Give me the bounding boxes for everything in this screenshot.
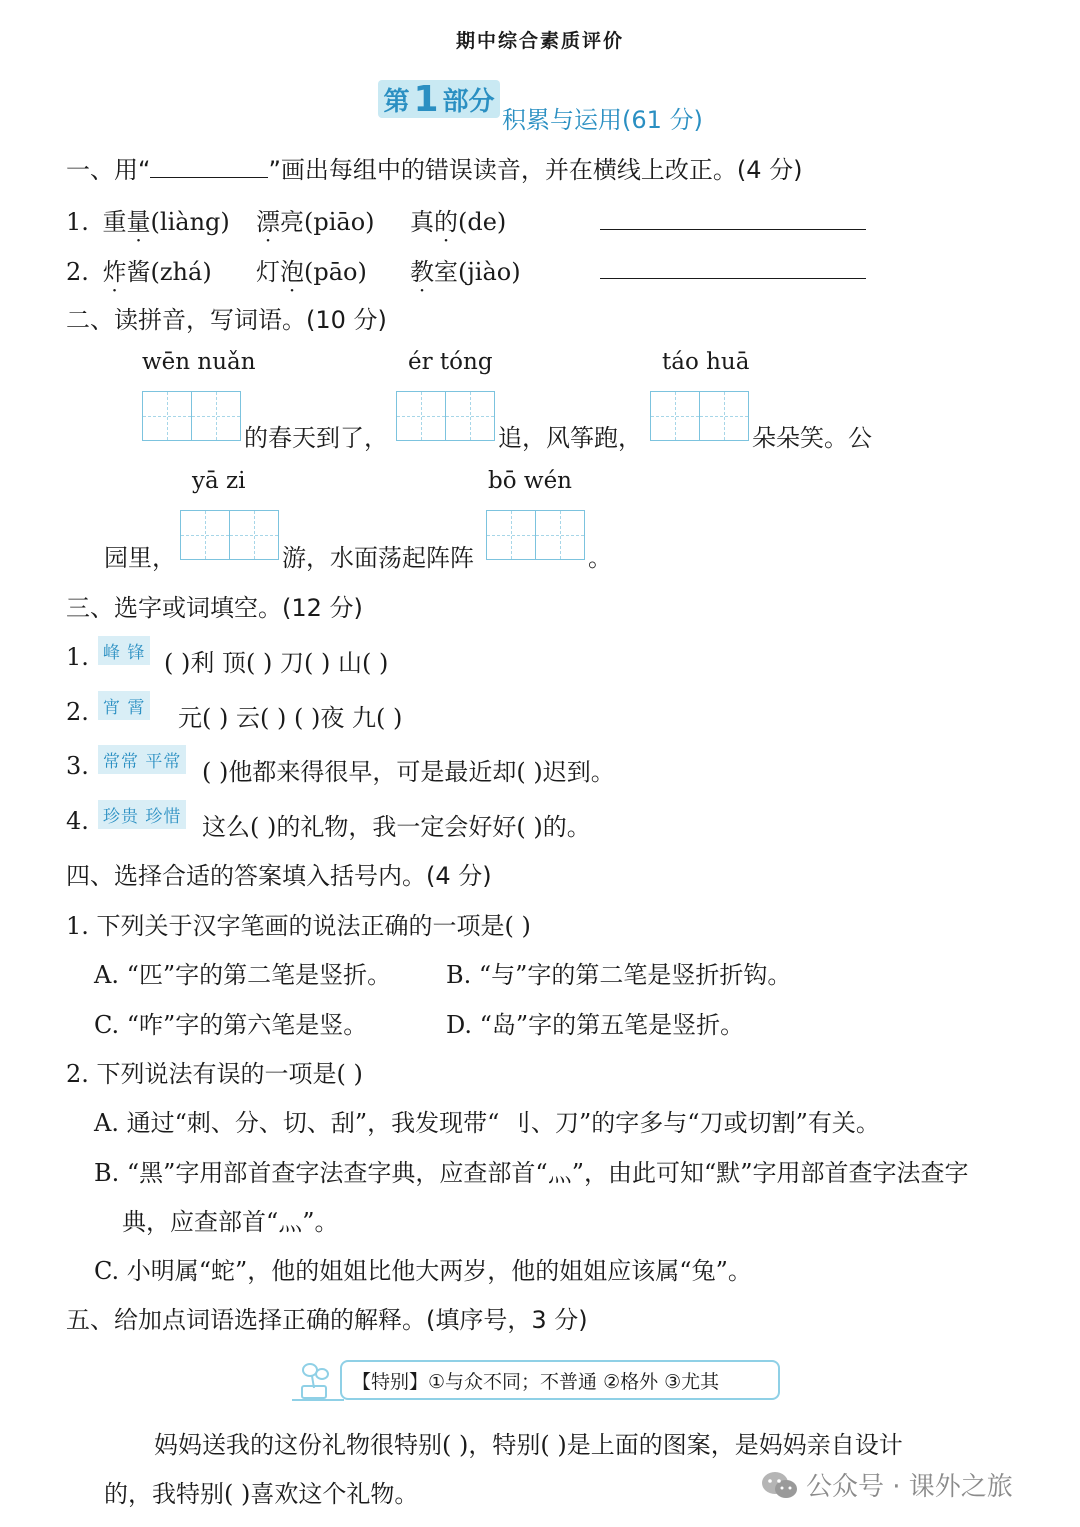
writing-grid-2[interactable] bbox=[396, 391, 495, 441]
q4-q1-option-b: B. “与”字的第二笔是竖折折钩。 bbox=[446, 961, 792, 989]
q3-row-4-no: 4. bbox=[66, 807, 89, 835]
q4-question-1: 1. 下列关于汉字笔画的说法正确的一项是( ) bbox=[66, 912, 531, 940]
writing-grid-5[interactable] bbox=[486, 510, 585, 560]
writing-grid-1[interactable] bbox=[142, 391, 241, 441]
definition-box: 【特别】①与众不同；不普通 ②格外 ③尤其 bbox=[340, 1360, 780, 1400]
q3-row-4-text: 这么( )的礼物，我一定会好好( )的。 bbox=[202, 813, 591, 841]
part-badge bbox=[378, 80, 500, 118]
q5-line-2: 的，我特别( )喜欢这个礼物。 bbox=[104, 1480, 419, 1508]
q2-text-5: 游，水面荡起阵阵 bbox=[282, 544, 474, 572]
part-suffix: 部分 bbox=[442, 86, 495, 117]
q1-row-1: 1. 重量(liàng) bbox=[66, 208, 230, 236]
q1-row-2: 2. 炸酱(zhá) bbox=[66, 258, 212, 286]
q3-row-3-text: ( )他都来得很早，可是最近却( )迟到。 bbox=[202, 758, 615, 786]
q3-row-1-no: 1. bbox=[66, 643, 89, 671]
watermark-text: 公众号 · 课外之旅 bbox=[806, 1472, 1013, 1502]
answer-line-1[interactable] bbox=[600, 228, 866, 230]
pinyin-ertong: ér tóng bbox=[408, 349, 493, 375]
q2-heading: 二、读拼音，写词语。(10 分) bbox=[66, 306, 387, 334]
part-prefix: 第 bbox=[383, 86, 410, 117]
q1-heading: 一、用“ ”画出每组中的错误读音，并在横线上改正。(4 分) bbox=[66, 156, 803, 184]
q3-row-1-text: ( )利 顶( ) 刀( ) 山( ) bbox=[164, 649, 389, 677]
word-chip-1: 峰 锋 bbox=[98, 636, 150, 665]
q4-q1-option-d: D. “岛”字的第五笔是竖折。 bbox=[446, 1011, 745, 1039]
q4-q2-option-c: C. 小明属“蛇”，他的姐姐比他大两岁，他的姐姐应该属“兔”。 bbox=[94, 1257, 752, 1285]
q2-text-1: 的春天到了， bbox=[244, 424, 388, 452]
q4-q1-option-a: A. “匹”字的第二笔是竖折。 bbox=[94, 961, 392, 989]
q4-q2-option-b-line-2: 典，应查部首“灬”。 bbox=[122, 1208, 339, 1236]
pinyin-wennuan: wēn nuǎn bbox=[142, 349, 256, 375]
pinyin-yazi: yā zi bbox=[192, 468, 246, 494]
q5-line-1: 妈妈送我的这份礼物很特别( )，特别( )是上面的图案，是妈妈亲自设计 bbox=[154, 1431, 903, 1459]
q5-heading: 五、给加点词语选择正确的解释。(填序号，3 分) bbox=[66, 1306, 588, 1334]
word-chip-2: 宵 霄 bbox=[98, 691, 150, 720]
underline-sample bbox=[150, 157, 268, 178]
q4-question-2: 2. 下列说法有误的一项是( ) bbox=[66, 1060, 363, 1088]
flower-pot-icon bbox=[288, 1358, 348, 1404]
q2-text-4: 园里， bbox=[104, 544, 176, 572]
answer-line-2[interactable] bbox=[600, 277, 866, 279]
q3-row-2-text: 元( ) 云( ) ( )夜 九( ) bbox=[178, 704, 403, 732]
part-number: 1 bbox=[413, 78, 439, 120]
q4-heading: 四、选择合适的答案填入括号内。(4 分) bbox=[66, 862, 492, 890]
q1-row-1-b: 漂亮(piāo) bbox=[256, 208, 375, 236]
part-subtitle: 积累与运用(61 分) bbox=[502, 106, 703, 134]
definition-banner bbox=[288, 1358, 793, 1404]
wechat-icon bbox=[760, 1470, 798, 1500]
q1-row-2-c: 教室(jiào) bbox=[410, 258, 521, 286]
q4-q2-option-b-line-1: B. “黑”字用部首查字法查字典，应查部首“灬”，由此可知“默”字用部首查字法查字 bbox=[94, 1159, 969, 1187]
q3-heading: 三、选字或词填空。(12 分) bbox=[66, 594, 363, 622]
watermark bbox=[760, 1466, 1013, 1503]
q1-row-1-c: 真的(de) bbox=[410, 208, 507, 236]
q4-q2-option-a: A. 通过“刺、分、切、刮”，我发现带“ 刂、刀”的字多与“刀或切割”有关。 bbox=[94, 1109, 880, 1137]
q3-row-2-no: 2. bbox=[66, 698, 89, 726]
word-chip-3: 常常 平常 bbox=[98, 745, 186, 774]
q4-q1-option-c: C. “咋”字的第六笔是竖。 bbox=[94, 1011, 368, 1039]
pinyin-bowen: bō wén bbox=[488, 468, 572, 494]
q2-text-3: 朵朵笑。公 bbox=[752, 424, 872, 452]
q2-text-6: 。 bbox=[588, 544, 612, 572]
q3-row-3-no: 3. bbox=[66, 752, 89, 780]
writing-grid-3[interactable] bbox=[650, 391, 749, 441]
writing-grid-4[interactable] bbox=[180, 510, 279, 560]
q2-text-2: 追，风筝跑， bbox=[498, 424, 642, 452]
pinyin-taohua: táo huā bbox=[662, 349, 750, 375]
word-chip-4: 珍贵 珍惜 bbox=[98, 800, 186, 829]
page-title: 期中综合素质评价 bbox=[455, 30, 624, 52]
q1-row-2-b: 灯泡(pāo) bbox=[256, 258, 367, 286]
